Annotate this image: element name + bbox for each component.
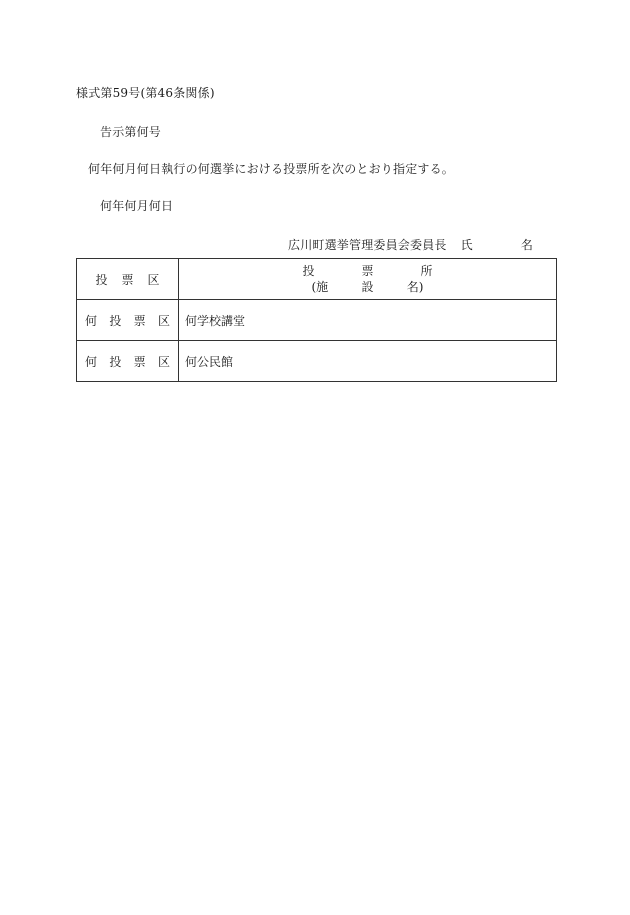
header-station-sub-char: 設 bbox=[361, 280, 374, 294]
body-text: 何年何月何日執行の何選挙における投票所を次のとおり指定する。 bbox=[88, 162, 455, 176]
issuer-title: 広川町選挙管理委員会委員長 bbox=[288, 238, 447, 252]
header-station-char: 票 bbox=[361, 264, 374, 278]
district-char: 投 bbox=[109, 313, 122, 328]
station-name: 何学校講堂 bbox=[185, 313, 246, 328]
station-name: 何公民館 bbox=[185, 354, 234, 369]
station-cell bbox=[179, 300, 557, 341]
header-station-char: 投 bbox=[302, 264, 315, 278]
header-district-char: 票 bbox=[121, 272, 134, 287]
table-row bbox=[77, 341, 557, 382]
table-row bbox=[77, 300, 557, 341]
polling-station-table bbox=[76, 258, 557, 382]
issuer-line bbox=[288, 236, 533, 253]
header-station-char: 所 bbox=[420, 264, 433, 278]
district-char: 区 bbox=[157, 313, 170, 328]
issuer-name-part1: 氏 bbox=[460, 238, 473, 252]
notice-number: 告示第何号 bbox=[100, 125, 162, 139]
district-char: 投 bbox=[109, 354, 122, 369]
form-number: 様式第59号(第46条関係) bbox=[76, 86, 215, 100]
header-district bbox=[77, 259, 179, 300]
table-header-row bbox=[77, 259, 557, 300]
district-cell bbox=[77, 341, 179, 382]
district-char: 何 bbox=[85, 354, 98, 369]
notice-date: 何年何月何日 bbox=[100, 199, 174, 213]
station-cell bbox=[179, 341, 557, 382]
district-cell bbox=[77, 300, 179, 341]
district-char: 票 bbox=[133, 354, 146, 369]
header-station-sub-char: (施 bbox=[311, 280, 329, 294]
header-station-sub-char: 名) bbox=[406, 280, 424, 294]
district-char: 何 bbox=[85, 313, 98, 328]
header-district-char: 投 bbox=[95, 272, 108, 287]
header-station bbox=[179, 259, 557, 300]
district-char: 票 bbox=[133, 313, 146, 328]
district-char: 区 bbox=[157, 354, 170, 369]
header-district-char: 区 bbox=[147, 272, 160, 287]
issuer-name-part2: 名 bbox=[520, 238, 534, 252]
